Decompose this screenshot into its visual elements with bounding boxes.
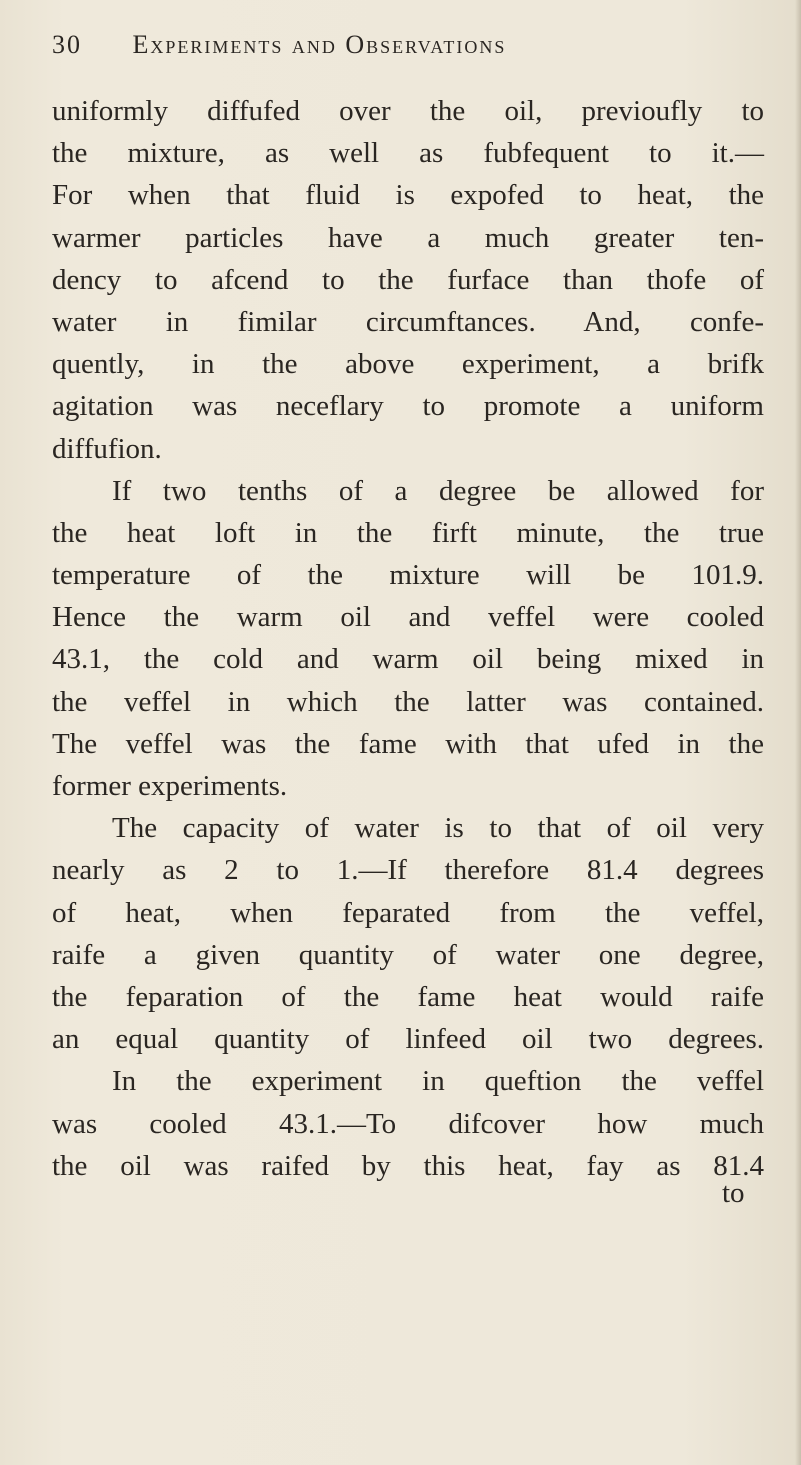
catchword: to xyxy=(722,1177,745,1209)
text-line: was cooled 43.1.—To difcover how much xyxy=(52,1107,764,1140)
text-line: the heat loft in the firft minute, the true xyxy=(52,516,764,549)
text-line: warmer particles have a much greater ten- xyxy=(52,221,764,254)
text-line: temperature of the mixture will be 101.9. xyxy=(52,559,764,592)
page-number: 30 xyxy=(52,30,82,59)
text-line: uniformly diffufed over the oil, previoufly to xyxy=(52,95,764,127)
text-line: Hence the warm oil and veffel were cooled xyxy=(52,601,764,634)
running-head xyxy=(52,30,752,66)
body-text xyxy=(52,90,764,1187)
text-line: dency to afcend to the furface than thofe of xyxy=(52,263,764,296)
text-line: raife a given quantity of water one degree, xyxy=(52,938,764,971)
page-edge-shadow xyxy=(795,0,801,1465)
text-line: the feparation of the fame heat would raife xyxy=(52,980,764,1013)
text-line: water in fimilar circumftances. And, confe- xyxy=(52,305,764,338)
text-line: agitation was neceflary to promote a uniform xyxy=(52,390,764,423)
text-line: of heat, when feparated from the veffel, xyxy=(52,896,764,929)
text-line: quently, in the above experiment, a brifk xyxy=(52,348,764,381)
text-line: diffufion. xyxy=(52,432,162,465)
text-line: The capacity of water is to that of oil very xyxy=(112,812,764,845)
text-line: the oil was raifed by this heat, fay as 81.4 xyxy=(52,1149,764,1182)
text-line: former experiments. xyxy=(52,770,288,802)
text-line: The veffel was the fame with that ufed in the xyxy=(52,727,764,760)
text-line: nearly as 2 to 1.—If therefore 81.4 degrees xyxy=(52,854,764,887)
text-line: the mixture, as well as fubfequent to it.— xyxy=(52,137,764,170)
text-line: the veffel in which the latter was contained. xyxy=(52,685,764,718)
text-line: For when that fluid is expofed to heat, the xyxy=(52,179,764,212)
text-line: In the experiment in queftion the veffel xyxy=(112,1065,764,1098)
text-line: an equal quantity of linfeed oil two degrees. xyxy=(52,1023,764,1056)
running-title: Experiments and Observations xyxy=(132,30,507,59)
text-line: If two tenths of a degree be allowed for xyxy=(112,474,764,507)
text-line: 43.1, the cold and warm oil being mixed in xyxy=(52,643,764,676)
